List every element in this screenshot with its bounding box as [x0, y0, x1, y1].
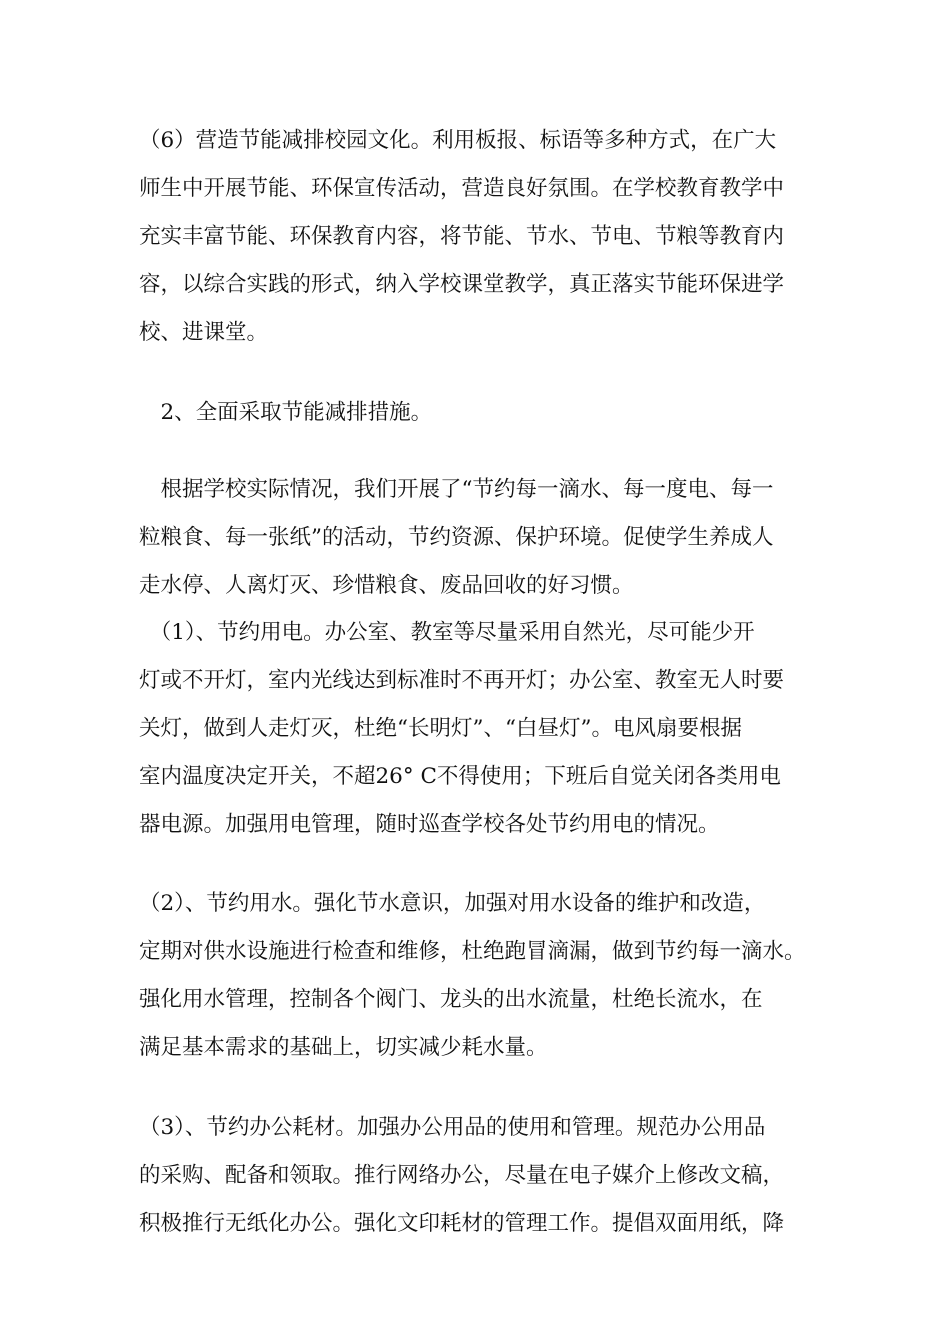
paragraph-save-electricity [139, 609, 819, 849]
text-line: 的采购、配备和领取。推行网络办公，尽量在电子媒介上修改文稿， [139, 1163, 785, 1188]
paragraph-save-office-supplies [139, 1104, 819, 1248]
text-line: 走水停、人离灯灭、珍惜粮食、废品回收的好习惯。 [139, 573, 634, 598]
text-line: 强化用水管理，控制各个阀门、龙头的出水流量，杜绝长流水，在 [139, 987, 763, 1012]
section-heading-measures [139, 389, 819, 437]
text-line: （3）、节约办公耗材。加强办公用品的使用和管理。规范办公用品 [139, 1115, 766, 1140]
text-line: 根据学校实际情况，我们开展了“节约每一滴水、每一度电、每一 [139, 477, 774, 502]
text-line: 室内温度决定开关，不超26° C不得使用；下班后自觉关闭各类用电 [139, 764, 781, 789]
paragraph-save-water [139, 880, 819, 1072]
text-line: 2、全面采取节能减排措施。 [139, 400, 433, 425]
text-line: 充实丰富节能、环保教育内容，将节能、节水、节电、节粮等教育内 [139, 224, 785, 249]
text-line: 积极推行无纸化办公。强化文印耗材的管理工作。提倡双面用纸，降 [139, 1211, 785, 1236]
text-line: 师生中开展节能、环保宣传活动，营造良好氛围。在学校教育教学中 [139, 176, 785, 201]
text-line: 容，以综合实践的形式，纳入学校课堂教学，真正落实节能环保进学 [139, 272, 785, 297]
text-line: （1）、节约用电。办公室、教室等尽量采用自然光，尽可能少开 [139, 620, 755, 645]
paragraph-saving-campaign [139, 466, 819, 610]
paragraph-campus-culture [139, 117, 819, 357]
text-line: 定期对供水设施进行检查和维修，杜绝跑冒滴漏，做到节约每一滴水。 [139, 939, 806, 964]
text-line: 校、进课堂。 [139, 320, 269, 345]
text-line: （6）营造节能减排校园文化。利用板报、标语等多种方式，在广大 [139, 128, 777, 153]
text-line: 粒粮食、每一张纸”的活动，节约资源、保护环境。促使学生养成人 [139, 525, 774, 550]
text-line: 关灯，做到人走灯灭，杜绝“长明灯”、“白昼灯”。电风扇要根据 [139, 716, 742, 741]
text-line: 满足基本需求的基础上，切实减少耗水量。 [139, 1035, 548, 1060]
text-line: （2）、节约用水。强化节水意识，加强对用水设备的维护和改造， [139, 891, 766, 916]
text-line: 器电源。加强用电管理，随时巡查学校各处节约用电的情况。 [139, 812, 720, 837]
text-line: 灯或不开灯，室内光线达到标准时不再开灯；办公室、教室无人时要 [139, 668, 785, 693]
